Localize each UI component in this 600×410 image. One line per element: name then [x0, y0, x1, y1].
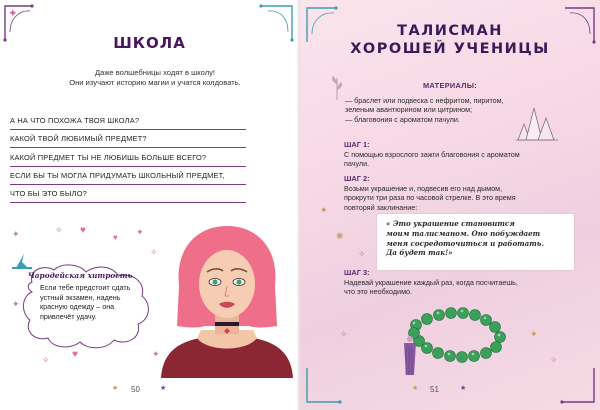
bead-bracelet-icon: [386, 305, 536, 380]
answer-line[interactable]: [10, 147, 246, 148]
tip-text: Если тебе предстоит сдать устный экзамен, надень красную одежду – она привлечёт удачу.: [40, 283, 131, 321]
sparkle-icon: ✦: [12, 229, 20, 239]
sparkle-icon: ✧: [42, 355, 50, 365]
answer-line[interactable]: [10, 129, 246, 130]
intro-text: Даже волшебницы ходят в школу! Они изучают историю магии и учатся колдовать.: [69, 68, 241, 87]
step-1-text: С помощью взрослого зажги благовония с ароматом пачули.: [344, 150, 520, 169]
step-2-label: ШАГ 2:: [344, 174, 370, 183]
star-icon: ★: [412, 385, 419, 392]
sparkle-icon: ✦: [12, 299, 20, 309]
step-2-text: Возьми украшение и, подвесив его над дымом, прокрути три раза по часовой стрелке. В это время повторяй заклинание:: [344, 184, 516, 212]
corner-swirl-icon: [304, 366, 344, 406]
step-1-label: ШАГ 1:: [344, 140, 370, 149]
sparkle-icon: ✧: [550, 355, 558, 365]
corner-swirl-icon: [558, 366, 598, 406]
answer-line[interactable]: [10, 202, 246, 203]
materials-label: МАТЕРИАЛЫ:: [422, 81, 478, 90]
sparkle-icon: ✧: [340, 329, 348, 339]
star-icon: ★: [460, 385, 467, 392]
spell-quote: « Это украшение становится моим талисманом. Оно побуждает меня сосредоточиться и работать. Да будет так!»: [386, 219, 544, 258]
answer-line[interactable]: [10, 184, 246, 185]
sparkle-icon: ✺: [336, 231, 344, 241]
star-icon: ★: [160, 385, 167, 392]
answer-line[interactable]: [10, 166, 246, 167]
sparkle-icon: ✧: [55, 225, 63, 235]
left-page: ШКОЛА Даже волшебницы ходят в школу! Они изучают историю магии и учатся колдовать. А НА ЧТО ПОХОЖА ТВОЯ ШКОЛА? КАКОЙ ТВОЙ ЛЮБИМЫЙ ПРЕДМЕТ? КАКОЙ ПРЕДМЕТ ТЫ НЕ ЛЮБИШЬ БОЛЬШЕ ВСЕГО? ЕСЛИ БЫ ТЫ МОГЛА ПРИДУМАТЬ ШКОЛЬНЫЙ ПРЕДМЕТ, ЧТО БЫ ЭТО БЫЛО? ♥ ♥ ♥ ✦ ✧ ✦ ✧ ✧ ✦ ✦ Чародейская хитрость Если тебе предстоит сдать устный экзамен, надень красную одежду – она привлечёт удачу. ★ ★ 50: [0, 0, 299, 410]
sparkle-icon: ✦: [136, 227, 144, 237]
sparkle-icon: ✦: [152, 349, 160, 359]
tip-title: Чародейская хитрость: [28, 271, 133, 280]
materials-list: — браслет или подвеска с нефритом, пиритом, зеленым авантюрином или цитрином; — благовония с ароматом пачули.: [345, 96, 504, 124]
sparkle-icon: ✧: [150, 247, 158, 257]
heart-icon: ♥: [80, 225, 86, 236]
sparkle-icon: ✦: [530, 329, 538, 339]
crystal-icon: [514, 100, 560, 146]
heart-icon: ♥: [113, 233, 118, 242]
page-title: ШКОЛА: [113, 34, 186, 52]
page-title: ТАЛИСМАН ХОРОШЕЙ УЧЕНИЦЫ: [350, 23, 550, 57]
page-number: 50: [131, 385, 140, 394]
page-number: 51: [430, 385, 439, 394]
star-icon: ★: [112, 385, 119, 392]
sparkle-icon: ✦: [320, 205, 328, 215]
girl-illustration: [157, 218, 297, 378]
heart-icon: ♥: [72, 349, 78, 360]
step-3-text: Надевай украшение каждый раз, когда посчитаешь, что это необходимо.: [344, 278, 518, 297]
step-3-label: ШАГ 3:: [344, 268, 370, 277]
sparkle-icon: ✧: [358, 249, 366, 259]
